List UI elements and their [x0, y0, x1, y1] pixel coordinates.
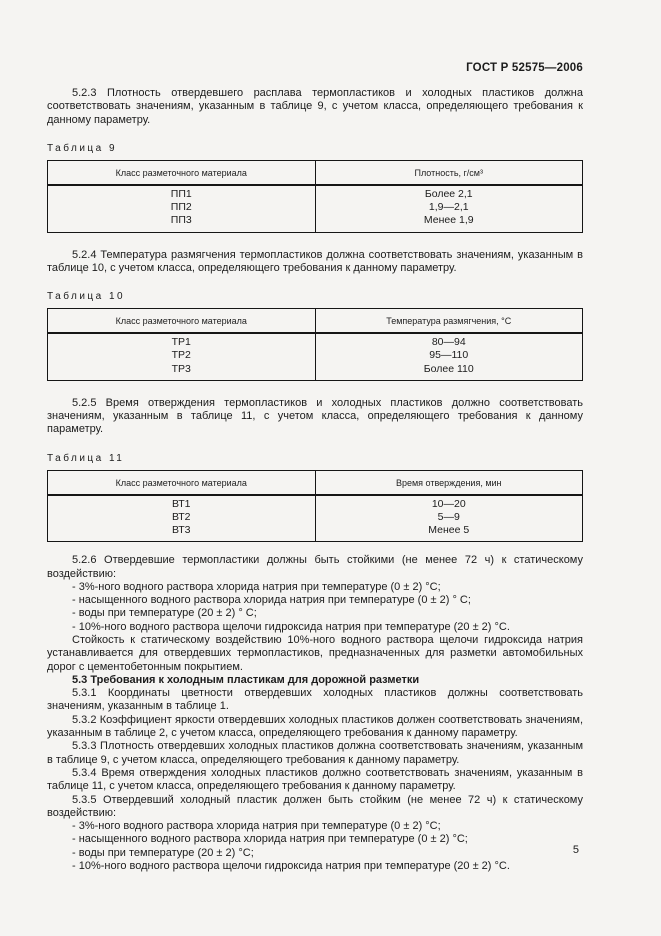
paragraph-5-3-2: 5.3.2 Коэффициент яркости отвердевших холодных пластиков должен соответствовать значениям, указанным в таблице 2, с учетом класса, определяющего требования к данному параметру. — [47, 713, 583, 740]
list-item-535-1: - 3%-ного водного раствора хлорида натрия при температуре (0 ± 2) °С; — [72, 820, 441, 833]
paragraph-5-2-4: 5.2.4 Температура размягчения термопластиков должна соответствовать значениям, указанным в таблице 10, с учетом класса, определяющего требования к данному параметру. — [47, 248, 583, 274]
table-10-header-row — [48, 309, 583, 334]
list-item-526-2: - насыщенного водного раствора хлорида натрия при температуре (0 ± 2) ° С; — [72, 594, 471, 607]
table-10-col1-header: Класс разметочного материала — [48, 309, 316, 334]
table-row — [48, 214, 583, 232]
table-9-header-row — [48, 160, 583, 185]
table-11-cell: ВТ2 — [171, 510, 191, 523]
list-item-535-2: - насыщенного водного раствора хлорида натрия при температуре (0 ± 2) °С; — [72, 833, 468, 846]
table-11-header-row — [48, 470, 583, 495]
table-10-cell: ТР2 — [171, 349, 191, 362]
table-row — [48, 349, 583, 362]
table-9-cell: Менее 1,9 — [315, 214, 583, 232]
table-row — [48, 511, 583, 524]
document-code-header: ГОСТ Р 52575—2006 — [466, 62, 583, 74]
table-9-cell: ПП3 — [170, 214, 192, 227]
table-10-cell: ТР3 — [171, 362, 191, 375]
table-row — [48, 363, 583, 381]
paragraph-5-3-5-intro: 5.3.5 Отвердевший холодный пластик должен быть стойким (не менее 72 ч) к статическому воздействию: — [47, 793, 583, 819]
table-row — [48, 201, 583, 214]
table-11-cell: Менее 5 — [315, 524, 583, 542]
list-item-535-4: - 10%-ного водного раствора щелочи гидроксида натрия при температуре (20 ± 2) °С. — [72, 860, 510, 873]
table-9-col1-header: Класс разметочного материала — [48, 160, 316, 185]
section-5-3-heading: 5.3 Требования к холодным пластикам для дорожной разметки — [72, 673, 420, 686]
table-9-label: Таблица 9 — [47, 142, 118, 154]
table-11-label: Таблица 11 — [47, 452, 125, 464]
paragraph-5-2-5: 5.2.5 Время отверждения термопластиков и холодных пластиков должно соответствовать значениям, указанным в таблице 11, с учетом класса, определяющего требования к данному параметру. — [47, 396, 583, 436]
table-11-cell: ВТ1 — [171, 497, 191, 510]
table-10-label: Таблица 10 — [47, 291, 126, 303]
table-10-col2-header: Температура размягчения, °С — [315, 309, 583, 334]
table-9-cell: Более 2,1 — [315, 185, 583, 201]
table-10-cell: 95—110 — [315, 349, 583, 362]
list-item-526-1: - 3%-ного водного раствора хлорида натрия при температуре (0 ± 2) °С; — [72, 580, 441, 593]
table-11-col1-header: Класс разметочного материала — [48, 470, 316, 495]
table-11-cell: 5—9 — [315, 511, 583, 524]
paragraph-5-2-6-intro: 5.2.6 Отвердевшие термопластики должны быть стойкими (не менее 72 ч) к статическому воздействию: — [47, 554, 583, 580]
paragraph-5-2-3: 5.2.3 Плотность отвердевшего расплава термопластиков и холодных пластиков должна соответствовать значениям, указанным в таблице 9, с учетом класса, определяющего требования к данному параметру. — [47, 87, 583, 126]
table-row — [48, 333, 583, 349]
table-11 — [47, 470, 583, 543]
list-item-535-3: - воды при температуре (20 ± 2) °С; — [72, 846, 254, 859]
table-11-cell: ВТ3 — [171, 524, 191, 536]
table-11-col2-header: Время отверждения, мин — [315, 470, 583, 495]
table-10-cell: ТР1 — [171, 336, 191, 349]
paragraph-5-3-4: 5.3.4 Время отверждения холодных пластиков должно соответствовать значениям, указанным в таблице 11, с учетом класса, определяющего требования к данному параметру. — [47, 766, 583, 793]
list-item-526-3: - воды при температуре (20 ± 2) ° С; — [72, 607, 257, 620]
table-9-cell: ПП1 — [170, 187, 192, 200]
table-10-cell: 80—94 — [315, 333, 583, 349]
table-10-cell: Более 110 — [315, 363, 583, 381]
table-row — [48, 495, 583, 511]
page-number: 5 — [572, 844, 579, 856]
table-9 — [47, 160, 583, 233]
table-9-col2-header: Плотность, г/см³ — [315, 160, 583, 185]
table-11-cell: 10—20 — [315, 495, 583, 511]
table-9-cell: 1,9—2,1 — [315, 201, 583, 214]
table-row — [48, 185, 583, 201]
table-row — [48, 524, 583, 542]
table-9-cell: ПП2 — [170, 201, 192, 214]
paragraph-5-3-1: 5.3.1 Координаты цветности отвердевших холодных пластиков должны соответствовать значениям, указанным в таблице 1. — [47, 687, 583, 713]
paragraph-5-2-6-note: Стойкость к статическому воздействию 10%-ного водного раствора щелочи гидроксида натрия устанавливается для отвердевших термопластиков, предназначенных для разметки автомобильных дорог с цементобетонным покрытием. — [47, 633, 583, 673]
list-item-526-4: - 10%-ного водного раствора щелочи гидроксида натрия при температуре (20 ± 2) °С. — [72, 620, 510, 633]
table-10 — [47, 308, 583, 381]
paragraph-5-3-3: 5.3.3 Плотность отвердевших холодных пластиков должна соответствовать значениям, указанным в таблице 9, с учетом класса, определяющего требования к данному параметру. — [47, 740, 583, 766]
